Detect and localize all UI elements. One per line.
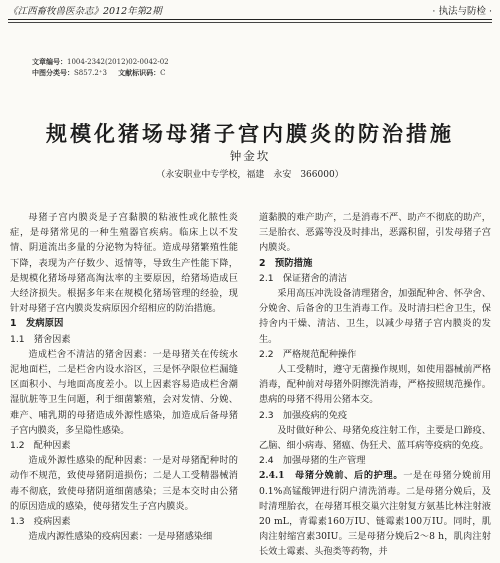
body-paragraph: 人工受精时，遵守无菌操作规则，如使用器械前严格消毒，配种前对母猪外阴擦洗消毒，严格按照规范操作。患病的母猪不得用公猪本交。 xyxy=(259,364,491,406)
clc-label: 中图分类号： xyxy=(32,68,74,77)
continued-paragraph: 道黏膜的难产助产，二是消毒不严、助产不彻底的助产，三是胎衣、恶露等没及时排出，恶露积留，引发母猪子宫内膜炎。 xyxy=(259,212,491,254)
subsection-heading: 2.2 严格规范配种操作 xyxy=(259,348,357,360)
body-paragraph: 造成外源性感染的配种因素：一是对母猪配种时的动作不规范，致使母猪阴道损伤；二是人工受精器械消毒不彻底，致使母猪阴道细菌感染；三是本交时由公猪的原因造成的感染，使母猪发生子宫内膜炎。 xyxy=(10,455,238,512)
subsubsection-heading: 2.4.1 母猪分娩前、后的护理。 xyxy=(259,470,404,482)
subsection-heading: 2.3 加强疫病的免疫 xyxy=(259,409,348,421)
author-affiliation: （永安职业中专学校，福建 永安 366000） xyxy=(156,170,344,180)
intro-paragraph: 母猪子宫内膜炎是子宫黏膜的粘液性或化脓性炎症，是母猪常见的一种生殖器官疾病。临床上以不发情、阴道流出多量的分泌物为特征。造成母猪繁殖性能下降，表现为产仔数少、返情等，导致生产性能下降，是规模化猪场母猪高淘汰率的主要原因，给猪场造成巨大经济损失。根据多年来在规模化猪场管理的经验，现针对母猪子宫内膜炎发病原因介绍相应的防治措施。 xyxy=(10,212,238,315)
article-number-label: 文章编号： xyxy=(32,57,67,66)
body-paragraph: 造成栏舍不清洁的猪舍因素：一是母猪关在传统水泥地面栏，二是栏舍内设水浴区，三是怀孕限位栏漏缝区面积小、与地面高度差小。以上因素容易造成栏舍潮湿肮脏等卫生问题，利于细菌繁殖，会对发情、分娩、难产、哺乳期的母猪造成外源性感染，加造成后备母猪子宫内膜炎，多呈隐性感染。 xyxy=(10,348,238,436)
body-paragraph xyxy=(259,468,491,559)
doc-code-value: C xyxy=(160,69,166,77)
header-rule-thin xyxy=(8,22,492,23)
section-heading: 2 预防措施 xyxy=(259,257,313,269)
clc-value: S857.2⁺3 xyxy=(74,69,107,77)
header-rule xyxy=(8,19,492,20)
body-paragraph: 造成内源性感染的疫病因素：一是母猪感染细 xyxy=(28,531,213,543)
body-text: 一是在母猪分娩前用0.1%高锰酸钾进行阴户清洗消毒。二是母猪分娩后，及时清理胎衣，在母猪耳根交巢穴注射复方氨基比林注射液20 mL，青霉素160万IU、链霉素100万IU。同时，肌肉注射缩宫素30IU。三是母猪分娩后2～8 h，肌肉注射长效土霉素、头孢类等药物，并 xyxy=(259,470,492,558)
journal-name: 《江西畜牧兽医杂志》2012年第2期 xyxy=(8,6,162,17)
section-label: · 执法与防检 · xyxy=(432,6,492,17)
classification xyxy=(32,68,165,78)
article-number xyxy=(32,57,169,67)
body-paragraph: 采用高压冲洗设备清理猪舍，加强配种舍、怀孕舍、分娩舍、后备舍的卫生消毒工作。及时清扫栏舍卫生，保持舍内干燥、清洁、卫生，以减少母猪子宫内膜炎的发生。 xyxy=(259,288,491,345)
doc-code-label: 文献标识码： xyxy=(118,68,161,77)
subsection-heading: 1.2 配种因素 xyxy=(10,440,71,452)
paper-title: 规模化猪场母猪子宫内膜炎的防治措施 xyxy=(46,121,454,146)
article-number-value: 1004-2342(2012)02-0042-02 xyxy=(67,58,169,66)
subsection-heading: 1.1 猪舍因素 xyxy=(10,333,71,345)
left-column xyxy=(10,210,238,544)
section-heading: 1 发病原因 xyxy=(10,318,64,330)
body-paragraph: 及时做好种公、母猪免疫注射工作，主要是口蹄疫、乙脑、细小病毒、猪瘟、伪狂犬、蓝耳病等疫病的免疫。 xyxy=(259,424,491,452)
author-name: 钟金坎 xyxy=(229,149,271,163)
running-header xyxy=(8,3,492,17)
subsection-heading: 2.4 加强母猪的生产管理 xyxy=(259,455,366,467)
subsection-heading: 2.1 保证猪舍的清洁 xyxy=(259,272,348,284)
right-column xyxy=(259,210,491,560)
subsection-heading: 1.3 疫病因素 xyxy=(10,516,71,528)
